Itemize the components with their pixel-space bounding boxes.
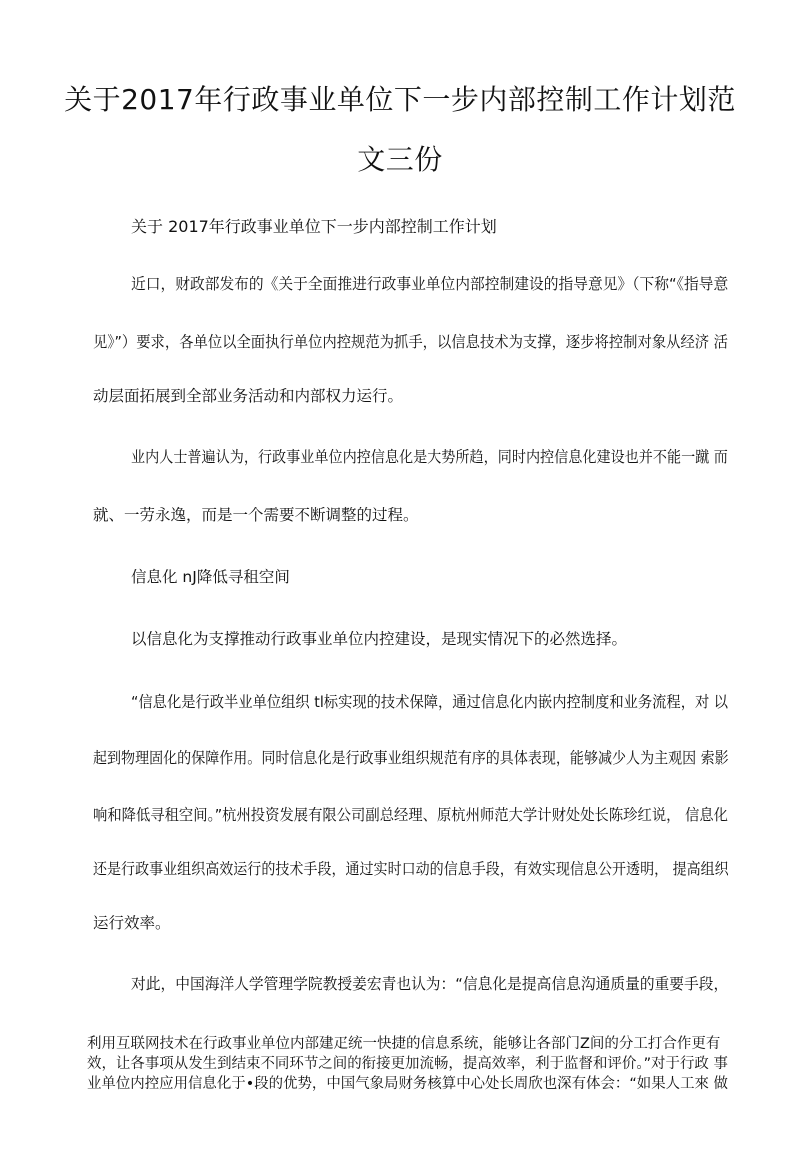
document-title-line-2: 文三份 <box>357 143 443 176</box>
paragraph-3-line-1: 以信息化为支撑推动行政事业单位内控建设，是现实情况下的必然选择。 <box>131 630 628 648</box>
document-subtitle: 关于 2017年行政事业单位下一步内部控制工作计划 <box>131 217 497 236</box>
paragraph-4-line-1: “信息化是行政半业单位组织 tl标实现的技术保障，通过信息化内嵌内控制度和业务流程，对 以 <box>131 693 729 711</box>
paragraph-4-line-3: 响和降低寻租空间。”杭州投资发展有限公司副总经理、原杭州师范大学计财处处长陈珍红说， 信息化 <box>93 806 728 824</box>
paragraph-2-line-2: 就、一劳永逸，而是一个需要不断调整的过程。 <box>93 506 419 524</box>
section-heading: 信息化 nJ降低寻租空间 <box>131 568 290 586</box>
paragraph-6-line-3: 业单位内控应用信息化于•段的优势，中国气象局财务核算中心处长周欣也深有体会：“如果人工來 做 <box>87 1076 728 1092</box>
paragraph-5-line-1: 对此，中国海洋人学管理学院教授姜宏青也认为：“信息化是提高信息沟通质量的重要手段， <box>131 975 729 993</box>
paragraph-1-line-1: 近口，财政部发布的《关于全面推进行政事业单位内部控制建设的指导意见》（下称“《指导意 <box>131 275 729 293</box>
paragraph-4-line-2: 起到物理固化的保障作用。同时信息化是行政事业组织规范有序的具体表现，能够减少人为主观因 索影 <box>93 749 729 767</box>
document-title-line-1: 关于2017年行政事业单位下一步内部控制工作计划范 <box>64 83 736 116</box>
paragraph-2-line-1: 业内人士普遍认为，行政事业单位内控信息化是大势所趋，同时内控信息化建设也并不能一蹴 而 <box>131 448 728 466</box>
paragraph-4-line-5: 运行效率。 <box>93 914 171 932</box>
paragraph-1-line-2: 见》”）要求，各单位以全面执行单位内控规范为抓手，以信息技术为支撑，逐步将控制对象从经济 活 <box>93 333 728 351</box>
paragraph-6-line-2: 效，让各事项从发生到结束不同环节之间的衔接更加流畅，提高效率，利于监督和评价。”对于行政 事 <box>87 1056 728 1072</box>
paragraph-4-line-4: 还是行政事业组织高效运行的技术手段，通过实时口动的信息手段，有效实现信息公开透明， 提高组织 <box>93 860 729 878</box>
paragraph-1-line-3: 动层面拓展到全部业务活动和内部权力运行。 <box>93 387 404 405</box>
paragraph-6-line-1: 利用互联网技术在行政事业单位内部建疋统一快捷的信息系统，能够让各部门Z间的分工打合作更有 <box>87 1036 721 1052</box>
